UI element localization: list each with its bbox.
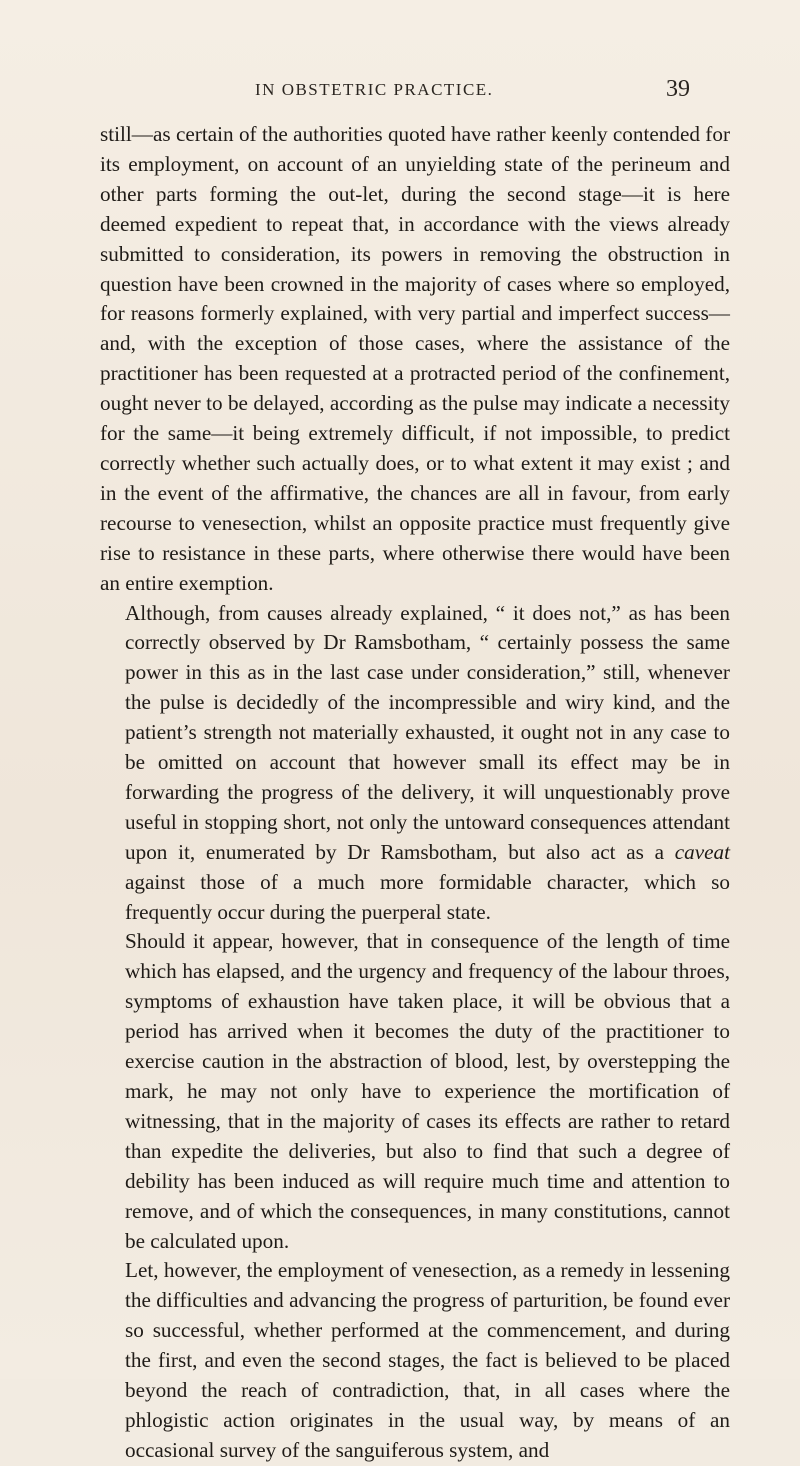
page-number: 39 [666,76,690,102]
running-head [0,76,800,106]
running-title: IN OBSTETRIC PRACTICE. [255,80,494,99]
paragraph-3: Should it appear, however, that in consequence of the length of time which has elapsed, and the urgency and frequency of the labour throes, symptoms of exhaustion have taken place, it will be obvious that a period has arrived when it becomes the duty of the practitioner to exercise caution in the abstraction of blood, lest, by overstepping the mark, he may not only have to experience the mortification of witnessing, that in the majority of cases its effects are rather to retard than expedite the deliveries, but also to find that such a degree of debility has been induced as will require much time and attention to remove, and of which the consequences, in many constitutions, cannot be calculated upon. [125,929,730,1253]
paragraph-2-tail: against those of a much more formidable character, which so frequently occur during the puerperal state. [125,869,730,924]
paragraph-2-text: Although, from causes already explained, “ it does not,” as has been correctly observed by Dr Ramsbotham, “ certainly possess the same power in this as in the last case under consideration,” still, whenever the pulse is decidedly of the incompressible and wiry kind, and the patient’s strength not materially exhausted, it ought not in any case to be omitted on account that however small its effect may be in forwarding the progress of the delivery, it will unquestionably prove useful in stopping short, not only the untoward consequences attendant upon it, enumerated by Dr Ramsbotham, but also act as a [125,600,730,864]
body-text [100,120,730,1466]
caveat-term: caveat [674,839,731,864]
paragraph-4: Let, however, the employment of venesection, as a remedy in lessening the difficulties and advancing the progress of parturition, be found ever so successful, whether performed at the commencement, and during the first, and even the second stages, the fact is believed to be placed beyond the reach of contradiction, that, in all cases where the phlogistic action originates in the usual way, by means of an occasional survey of the sanguiferous system, and [125,1258,730,1462]
paragraph-2 [100,599,730,928]
paragraph-1: still—as certain of the authorities quoted have rather keenly contended for its employment, on account of an unyielding state of the perineum and other parts forming the out-let, during the second stage—it is here deemed expedient to repeat that, in accordance with the views already submitted to consideration, its powers in removing the obstruction in question have been crowned in the majority of cases where so employed, for reasons formerly explained, with very partial and imperfect success—and, with the exception of those cases, where the assistance of the practitioner has been requested at a protracted period of the confinement, ought never to be delayed, according as the pulse may indicate a necessity for the same—it being extremely difficult, if not impossible, to predict correctly whether such actually does, or to what extent it may exist ; and in the event of the affirmative, the chances are all in favour, from early recourse to venesection, whilst an opposite practice must frequently give rise to resistance in these parts, where otherwise there would have been an entire exemption. [100,122,730,595]
